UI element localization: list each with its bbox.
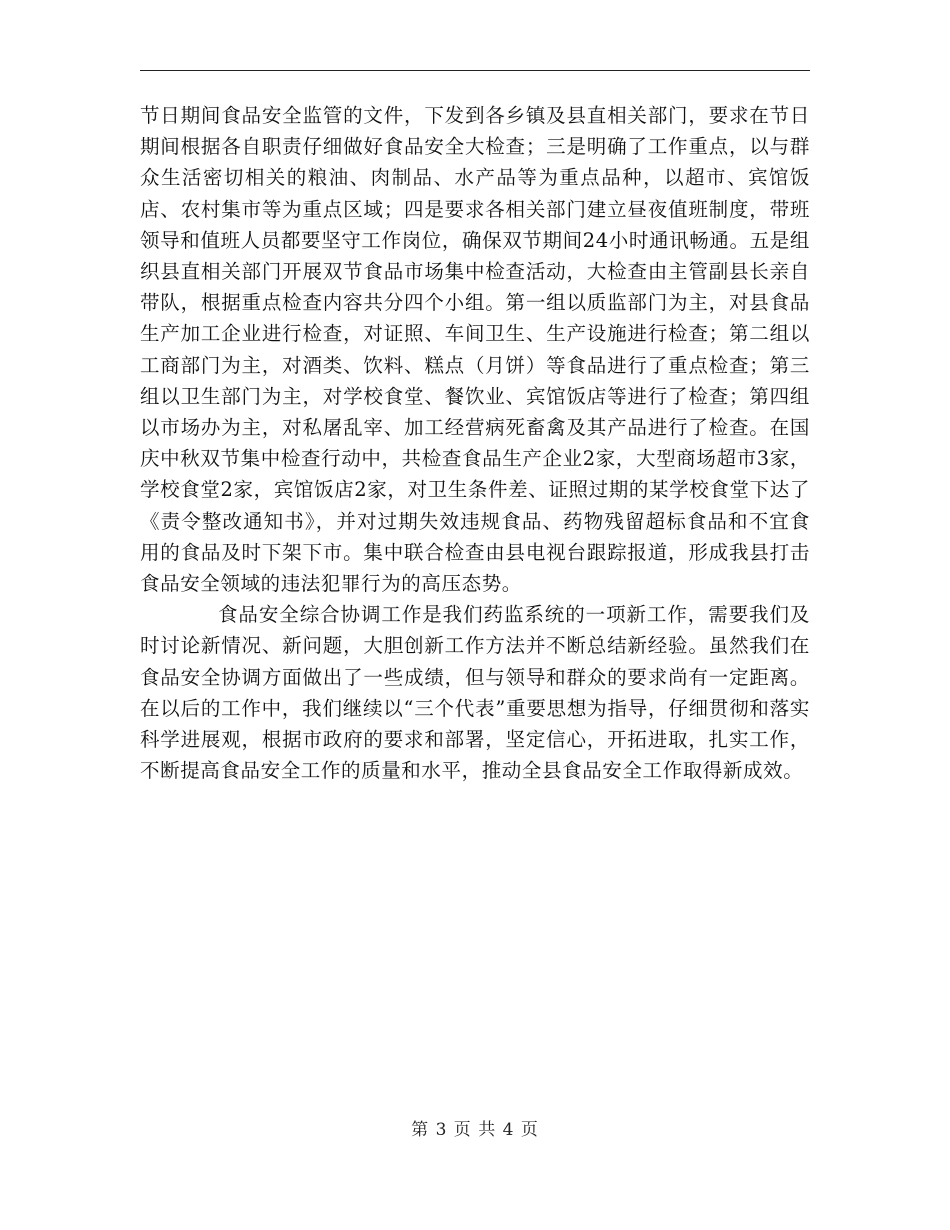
page-number: 第 3 页 共 4 页 [411,1120,539,1140]
paragraph-1: 节日期间食品安全监管的文件，下发到各乡镇及县直相关部门，要求在节日期间根据各自职责仔细做好食品安全大检查；三是明确了工作重点，以与群众生活密切相关的粮油、肉制品、水产品等为重点品种，以超市、宾馆饭店、农村集市等为重点区域；四是要求各相关部门建立昼夜值班制度，带班领导和值班人员都要坚守工作岗位，确保双节期间24小时通讯畅通。五是组织县直相关部门开展双节食品市场集中检查活动，大检查由主管副县长亲自带队，根据重点检查内容共分四个小组。第一组以质监部门为主，对县食品生产加工企业进行检查，对证照、车间卫生、生产设施进行检查；第二组以工商部门为主，对酒类、饮料、糕点（月饼）等食品进行了重点检查；第三组以卫生部门为主，对学校食堂、餐饮业、宾馆饭店等进行了检查；第四组以市场办为主，对私屠乱宰、加工经营病死畜禽及其产品进行了检查。在国庆中秋双节集中检查行动中，共检查食品生产企业2家，大型商场超市3家，学校食堂2家，宾馆饭店2家，对卫生条件差、证照过期的某学校食堂下达了《责令整改通知书》，并对过期失效违规食品、药物残留超标食品和不宜食用的食品及时下架下市。集中联合检查由县电视台跟踪报道，形成我县打击食品安全领域的违法犯罪行为的高压态势。 [140,104,810,596]
header-rule [140,70,810,71]
paragraph-2: 食品安全综合协调工作是我们药监系统的一项新工作，需要我们及时讨论新情况、新问题，大胆创新工作方法并不断总结新经验。虽然我们在食品安全协调方面做出了一些成绩，但与领导和群众的要求尚有一定距离。在以后的工作中，我们继续以“三个代表”重要思想为指导，仔细贯彻和落实科学进展观，根据市政府的要求和部署，坚定信心，开拓进取，扎实工作，不断提高食品安全工作的质量和水平，推动全县食品安全工作取得新成效。 [140,603,810,783]
document-body [140,100,810,786]
